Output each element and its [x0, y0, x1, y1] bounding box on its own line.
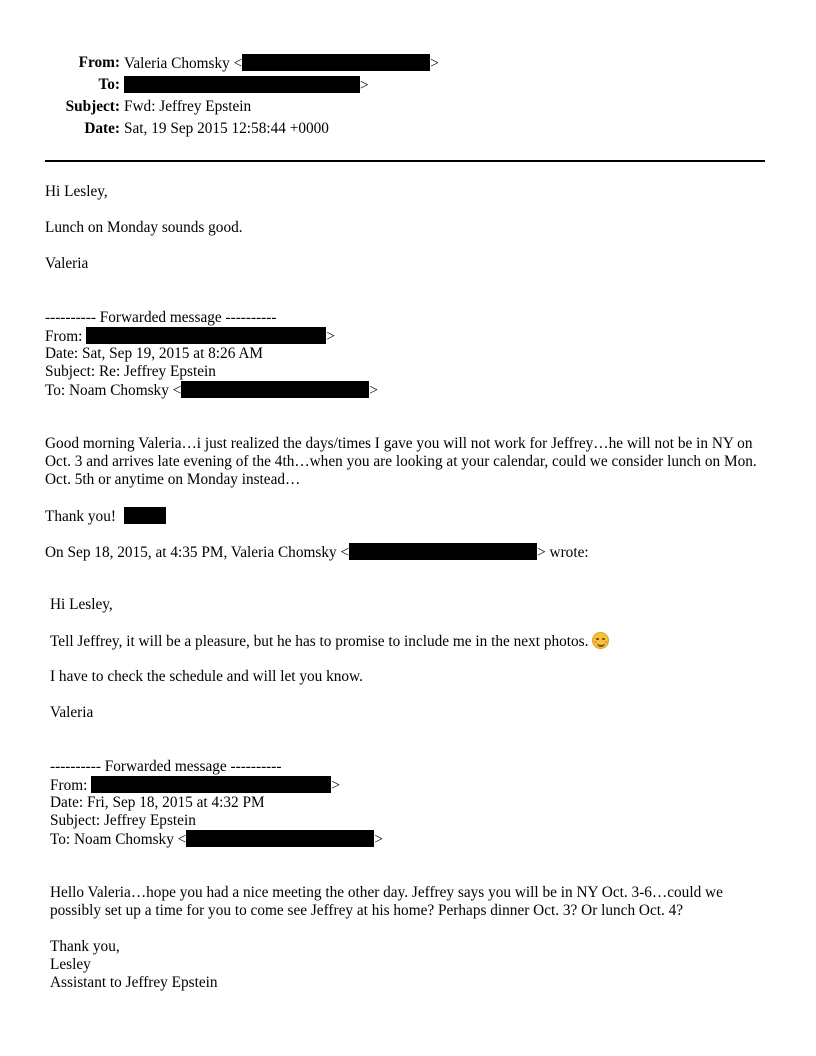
fwd2-sig-name: Lesley — [50, 956, 91, 973]
forward-divider: ---------- Forwarded message ---------- — [50, 758, 282, 775]
redaction-block — [186, 830, 374, 847]
redaction-block — [242, 54, 430, 71]
redaction-block — [86, 327, 326, 344]
header-divider — [45, 160, 765, 162]
reply-signature: Valeria — [45, 255, 89, 272]
date-label: Date: — [84, 120, 120, 137]
quoted-greeting: Hi Lesley, — [50, 596, 113, 613]
fwd2-to-label: To: Noam Chomsky < — [50, 831, 187, 848]
redaction-block — [91, 776, 331, 793]
redaction-block — [124, 507, 166, 524]
quoted-line1 — [50, 632, 609, 651]
fwd2-subject: Subject: Jeffrey Epstein — [50, 812, 196, 829]
fwd1-from-label: From: — [45, 328, 83, 345]
forward-divider: ---------- Forwarded message ---------- — [45, 309, 277, 326]
quote-intro — [45, 543, 589, 562]
smiling-face-icon — [592, 632, 609, 649]
quote-intro-pre: On Sep 18, 2015, at 4:35 PM, Valeria Chomsky < — [45, 544, 350, 561]
quoted-signature: Valeria — [50, 704, 94, 721]
quoted-line2: I have to check the schedule and will let you know. — [50, 668, 363, 685]
date-value: Sat, 19 Sep 2015 12:58:44 +0000 — [124, 120, 329, 137]
from-label: From: — [78, 54, 120, 71]
quoted-line1-text: Tell Jeffrey, it will be a pleasure, but he has to promise to include me in the next photos. — [50, 633, 589, 650]
reply-greeting: Hi Lesley, — [45, 183, 108, 200]
angle-close: > — [326, 328, 336, 345]
angle-close: > — [360, 77, 369, 94]
fwd1-subject: Subject: Re: Jeffrey Epstein — [45, 363, 216, 380]
fwd1-body: Good morning Valeria…i just realized the days/times I gave you will not work for Jeffrey…he will not be in NY on Oct. 3 and arrives late evening of the 4th…when you are looking at your calendar, could we consider lunch on Mon. Oct. 5th or anytime on Monday instead… — [45, 435, 757, 488]
angle-close: > — [430, 55, 439, 72]
fwd2-to — [50, 830, 383, 849]
fwd2-sig-thanks: Thank you, — [50, 938, 120, 955]
from-name: Valeria Chomsky < — [124, 55, 243, 72]
redaction-block — [349, 543, 537, 560]
angle-close: > — [374, 831, 383, 848]
redaction-block — [181, 381, 369, 398]
fwd1-to-label: To: Noam Chomsky < — [45, 382, 182, 399]
fwd1-thanks-line — [45, 507, 166, 526]
angle-close: > — [331, 777, 341, 794]
quote-intro-post: > wrote: — [537, 544, 589, 561]
fwd1-date: Date: Sat, Sep 19, 2015 at 8:26 AM — [45, 345, 263, 362]
subject-label: Subject: — [65, 98, 120, 115]
to-value — [124, 76, 369, 95]
to-label: To: — [98, 76, 120, 93]
fwd1-to — [45, 381, 378, 400]
fwd2-date: Date: Fri, Sep 18, 2015 at 4:32 PM — [50, 794, 265, 811]
from-value — [124, 54, 439, 73]
subject-value: Fwd: Jeffrey Epstein — [124, 98, 252, 115]
fwd2-body: Hello Valeria…hope you had a nice meeting the other day. Jeffrey says you will be in NY Oct. 3-6…could we possibly set up a time for you to come see Jeffrey at his home? Perhaps dinner Oct. 3? Or lunch Oct. 4? — [50, 884, 723, 919]
fwd1-thanks: Thank you! — [45, 508, 116, 525]
fwd1-from — [45, 327, 335, 346]
fwd2-from-label: From: — [50, 777, 88, 794]
fwd2-from — [50, 776, 340, 795]
redaction-block — [124, 76, 360, 93]
reply-body: Lunch on Monday sounds good. — [45, 219, 243, 236]
fwd2-sig-title: Assistant to Jeffrey Epstein — [50, 974, 218, 991]
angle-close: > — [369, 382, 378, 399]
